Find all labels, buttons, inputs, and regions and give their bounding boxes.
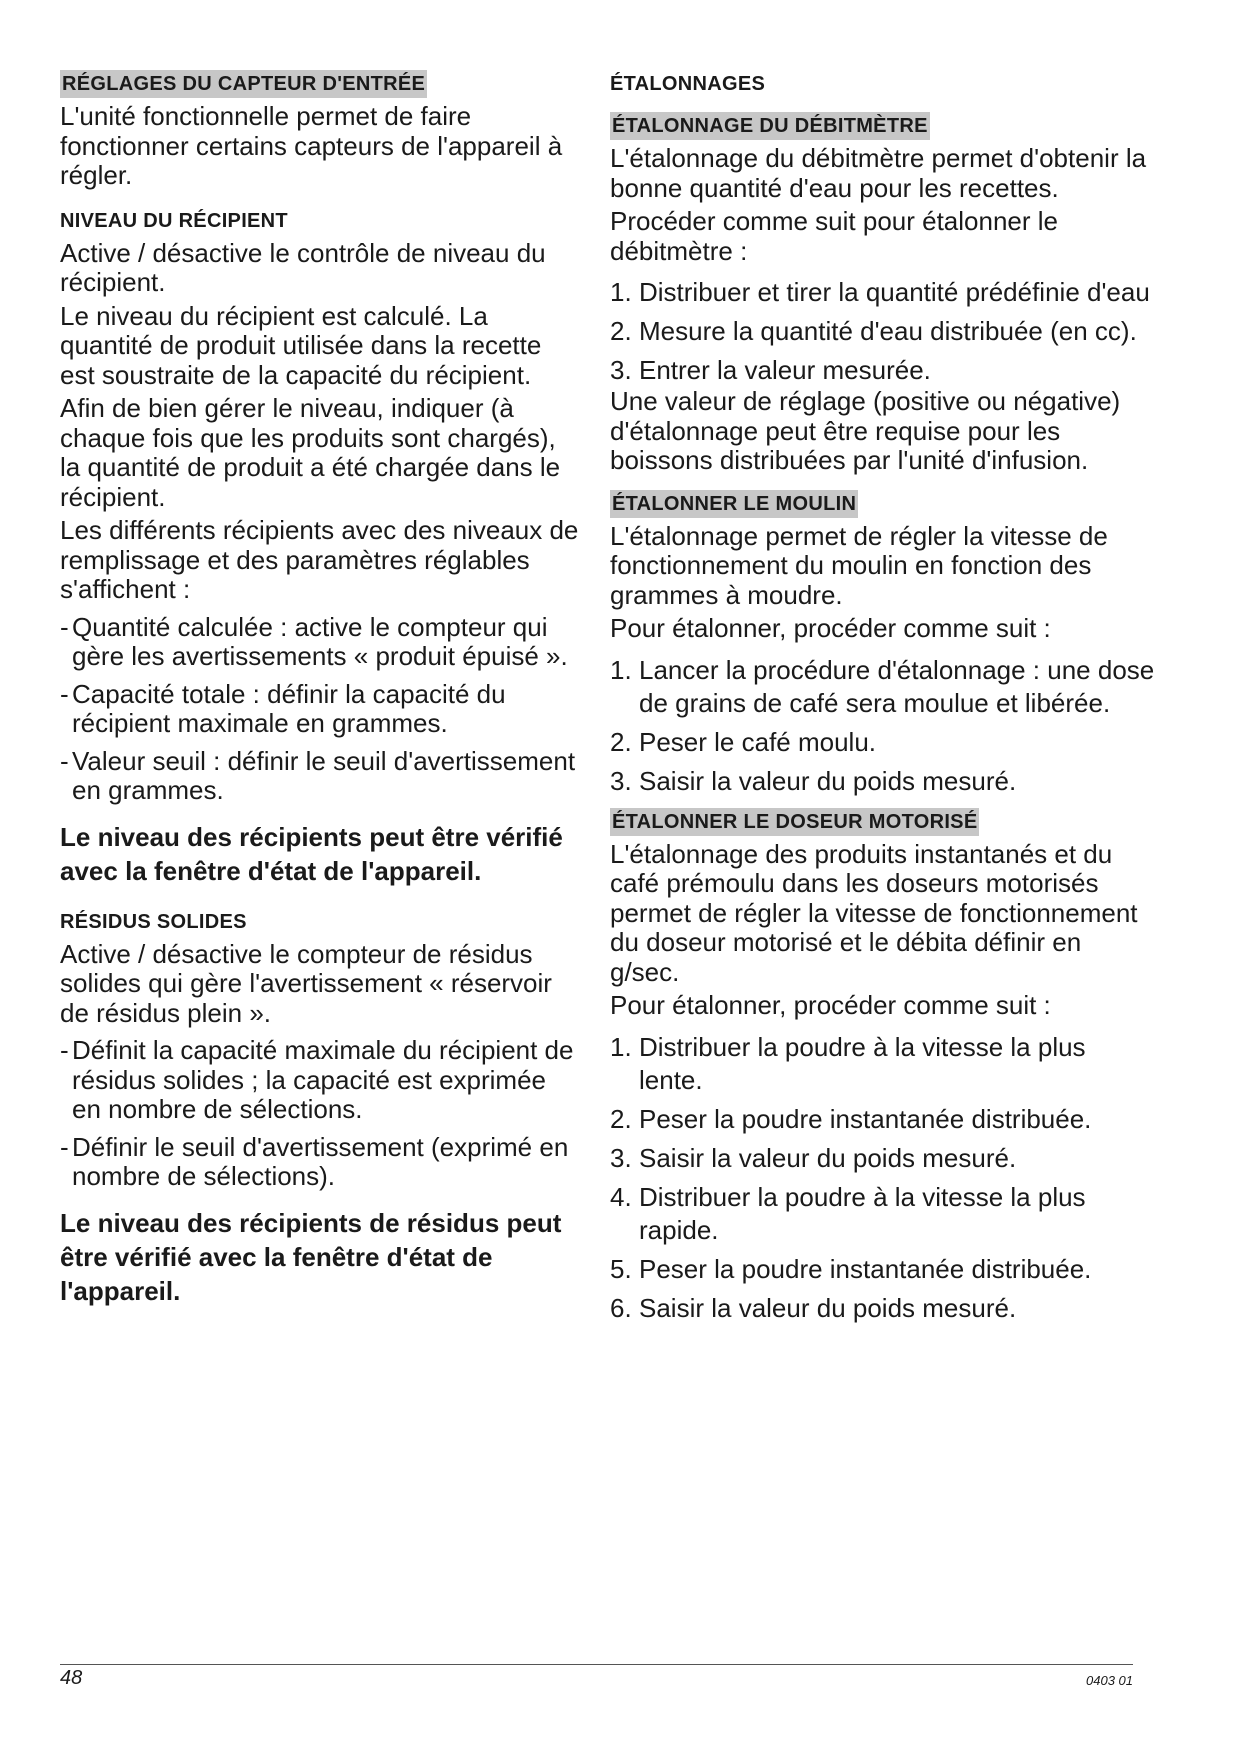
numbered-step: 5. Peser la poudre instantanée distribuée.: [610, 1253, 1092, 1284]
right-column: [610, 70, 1155, 1325]
numbered-step: 2. Mesure la quantité d'eau distribuée (en cc).: [610, 316, 1137, 346]
paragraph: L'unité fonctionnelle permet de faire fonctionner certains capteurs de l'appareil à régler.: [60, 101, 563, 190]
numbered-step: 1. Distribuer et tirer la quantité prédéfinie d'eau: [610, 277, 1150, 307]
numbered-step: 1. Lancer la procédure d'étalonnage : une dose de grains de café sera moulue et libérée.: [610, 654, 1155, 718]
numbered-step: 3. Saisir la valeur du poids mesuré.: [610, 1142, 1017, 1173]
page-number: 48: [60, 1667, 83, 1689]
section-heading-flowmeter: ÉTALONNAGE DU DÉBITMÈTRE: [610, 112, 930, 140]
numbered-step: 3. Saisir la valeur du poids mesuré.: [610, 765, 1017, 796]
paragraph: Les différents récipients avec des niveaux de remplissage et des paramètres réglables s'affichent :: [60, 515, 579, 604]
paragraph: L'étalonnage du débitmètre permet d'obtenir la bonne quantité d'eau pour les recettes.: [610, 143, 1147, 203]
numbered-step: 4. Distribuer la poudre à la vitesse la plus rapide.: [610, 1181, 1086, 1245]
list-item: - Quantité calculée : active le compteur qui gère les avertissements « produit épuisé ».: [60, 611, 568, 671]
section-heading-calibrations: ÉTALONNAGES: [610, 73, 766, 95]
numbered-step: 2. Peser le café moulu.: [610, 726, 877, 757]
paragraph: Une valeur de réglage (positive ou négative) d'étalonnage peut être requise pour les boissons distribuées par l'unité d'infusion.: [610, 386, 1121, 475]
paragraph: Pour étalonner, procéder comme suit :: [610, 613, 1051, 643]
paragraph: Active / désactive le compteur de résidus solides qui gère l'avertissement « réservoir de résidus plein ».: [60, 938, 552, 1028]
subsection-heading-container-level: NIVEAU DU RÉCIPIENT: [60, 209, 288, 232]
paragraph: Active / désactive le contrôle de niveau du récipient.: [60, 237, 546, 297]
paragraph: L'étalonnage des produits instantanés et du café prémoulu dans les doseurs motorisés permet de régler la vitesse de fonctionnement du doseur motorisé et le débita définir en g/sec.: [610, 838, 1138, 987]
paragraph: Procéder comme suit pour étalonner le débitmètre :: [610, 206, 1059, 266]
list-item: - Capacité totale : définir la capacité du récipient maximale en grammes.: [60, 678, 506, 738]
footer-rule: [60, 1664, 1133, 1665]
paragraph: L'étalonnage permet de régler la vitesse de fonctionnement du moulin en fonction des grammes à moudre.: [610, 520, 1108, 610]
paragraph: Le niveau du récipient est calculé. La quantité de produit utilisée dans la recette est soustraite de la capacité du récipient.: [60, 300, 542, 390]
document-code: 0403 01: [1086, 1673, 1133, 1688]
bold-note: Le niveau des récipients de résidus peut être vérifié avec la fenêtre d'état de l'appareil.: [60, 1207, 562, 1306]
numbered-step: 3. Entrer la valeur mesurée.: [610, 355, 931, 385]
section-heading-motorized-doser: ÉTALONNER LE DOSEUR MOTORISÉ: [610, 808, 979, 836]
subsection-heading-solid-waste: RÉSIDUS SOLIDES: [60, 910, 247, 933]
section-heading-grinder: ÉTALONNER LE MOULIN: [610, 490, 858, 518]
paragraph: Afin de bien gérer le niveau, indiquer (à chaque fois que les produits sont chargés), la quantité de produit a été chargée dans le récipient.: [60, 393, 561, 512]
numbered-step: 2. Peser la poudre instantanée distribuée.: [610, 1103, 1092, 1134]
left-column: [60, 70, 580, 1308]
list-item: - Définir le seuil d'avertissement (exprimé en nombre de sélections).: [60, 1131, 569, 1191]
bold-note: Le niveau des récipients peut être vérifié avec la fenêtre d'état de l'appareil.: [60, 821, 563, 886]
list-item: - Valeur seuil : définir le seuil d'avertissement en grammes.: [60, 745, 576, 805]
numbered-step: 6. Saisir la valeur du poids mesuré.: [610, 1292, 1017, 1323]
numbered-step: 1. Distribuer la poudre à la vitesse la plus lente.: [610, 1031, 1086, 1095]
list-item: - Définit la capacité maximale du récipient de résidus solides ; la capacité est exprimée en nombre de sélections.: [60, 1035, 574, 1124]
section-heading-input-sensors: RÉGLAGES DU CAPTEUR D'ENTRÉE: [60, 70, 427, 98]
paragraph: Pour étalonner, procéder comme suit :: [610, 990, 1051, 1020]
